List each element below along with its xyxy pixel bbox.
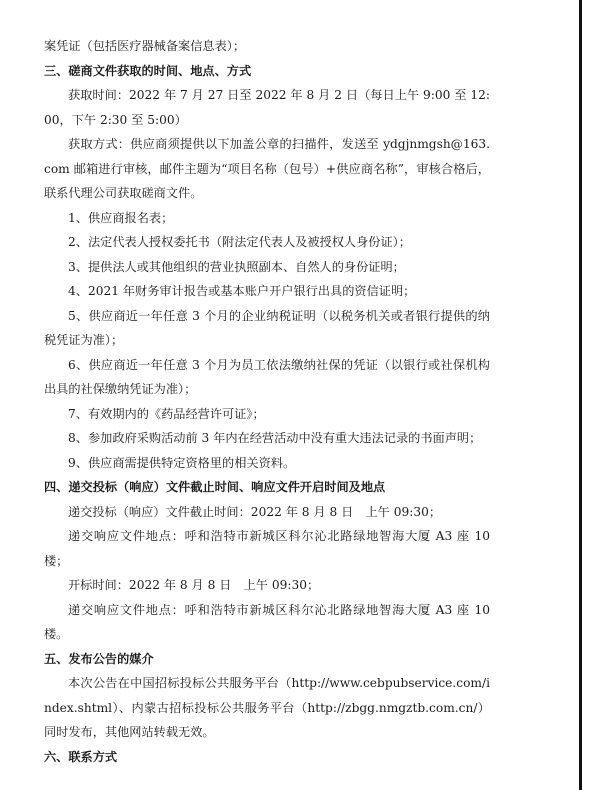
body-paragraph: 递交响应文件地点：呼和浩特市新城区科尔沁北路绿地智海大厦 A3 座 10 楼。: [44, 602, 490, 641]
body-paragraph: 获取方式：供应商须提供以下加盖公章的扫描件，发送至 ydgjnmgsh@163.com 邮箱进行审核，邮件主题为“项目名称（包号）+供应商名称”，审核合格后，联系代理公司获取磋商文件。: [44, 137, 490, 200]
body-paragraph: 案凭证（包括医疗器械备案信息表）；: [44, 39, 246, 53]
list-item: 5、供应商近一年任意 3 个月的企业纳税证明（以税务机关或者银行提供的纳税凭证为准）；: [44, 308, 490, 347]
list-item: 2、法定代表人授权委托书（附法定代表人及被授权人身份证）；: [68, 235, 411, 249]
body-paragraph: 本次公告在中国招标投标公共服务平台（http://www.cebpubservice.com/index.shtml）、内蒙古招标投标公共服务平台（http://zbgg.nmgztb.com.cn/）同时发布，其他网站转载无效。: [44, 676, 490, 739]
section-heading-5: 五、发布公告的媒介: [44, 651, 154, 666]
document-body: [44, 34, 490, 769]
section-heading-4: 四、递交投标（响应）文件截止时间、响应文件开启时间及地点: [44, 480, 386, 494]
list-item: 1、供应商报名表；: [68, 210, 174, 225]
section-heading-3: 三、磋商文件获取的时间、地点、方式: [44, 63, 252, 78]
list-item: 8、参加政府采购活动前 3 年内在经营活动中没有重大违法记录的书面声明；: [68, 431, 482, 445]
body-paragraph: 开标时间：2022 年 8 月 8 日 上午 09:30；: [68, 578, 320, 592]
list-item: 6、供应商近一年任意 3 个月为员工依法缴纳社保的凭证（以银行或社保机构出具的社保缴纳凭证为准）；: [44, 357, 490, 396]
section-heading-6: 六、联系方式: [44, 749, 118, 764]
list-item: 3、提供法人或其他组织的营业执照副本、自然人的身份证明；: [68, 259, 405, 274]
body-paragraph: 获取时间：2022 年 7 月 27 日至 2022 年 8 月 2 日（每日上午 9:00 至 12:00，下午 2:30 至 5:00）: [44, 88, 490, 127]
page-edge-rule: [579, 0, 582, 790]
body-paragraph: 递交响应文件地点：呼和浩特市新城区科尔沁北路绿地智海大厦 A3 座 10 楼；: [44, 529, 490, 568]
body-paragraph: 递交投标（响应）文件截止时间：2022 年 8 月 8 日 上午 09:30；: [68, 504, 442, 519]
list-item: 7、有效期内的《药品经营许可证》；: [68, 406, 265, 421]
list-item: 9、供应商需提供特定资格里的相关资料。: [68, 455, 296, 470]
list-item: 4、2021 年财务审计报告或基本账户开户银行出具的资信证明；: [68, 284, 416, 298]
